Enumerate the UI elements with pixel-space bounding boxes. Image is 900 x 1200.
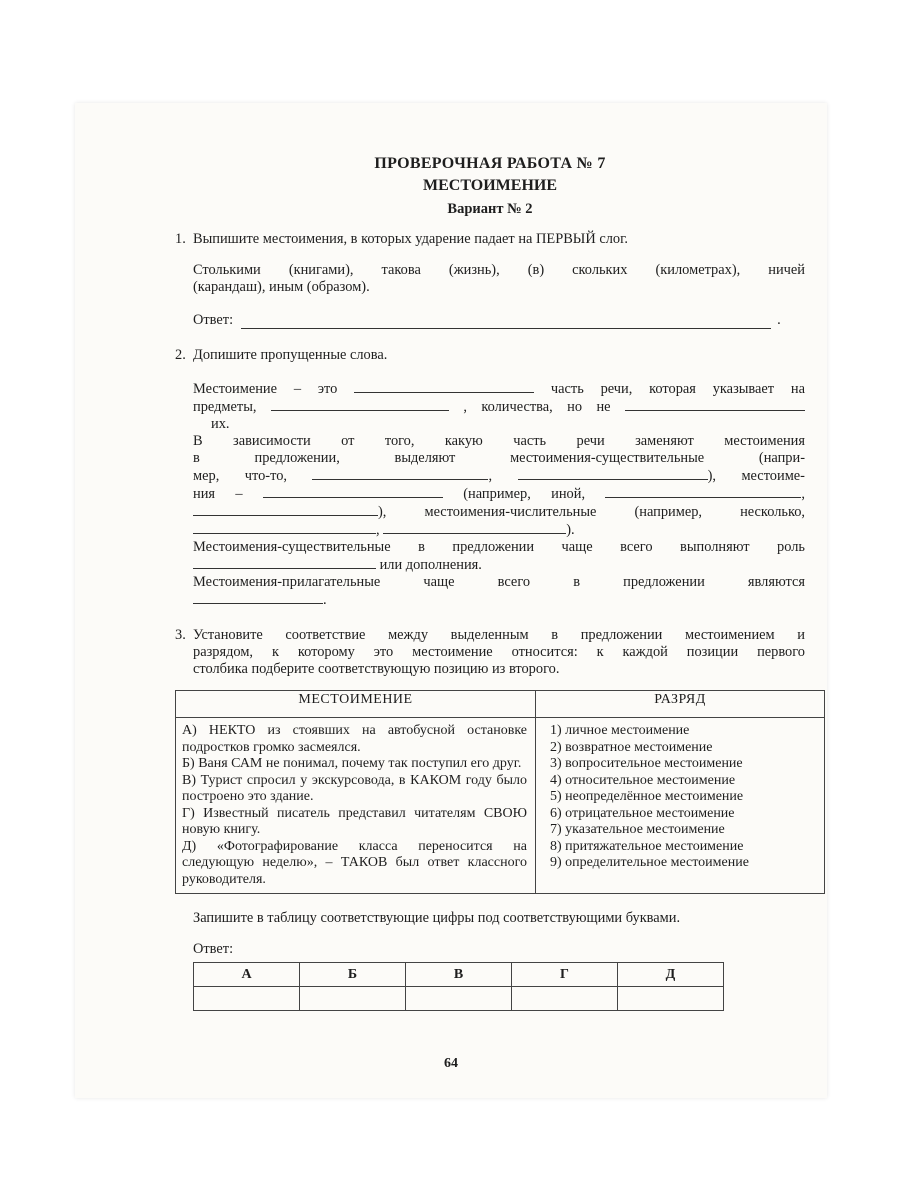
- question-2-number: 2.: [175, 347, 186, 363]
- question-2-paragraph-2: [193, 433, 805, 539]
- q2-blank-10[interactable]: [383, 521, 566, 534]
- q2-line-8: [193, 503, 805, 521]
- q2-blank-1[interactable]: [354, 380, 534, 393]
- question-2-paragraph-3: [193, 539, 805, 574]
- question-1-answer-blank[interactable]: [241, 315, 771, 329]
- q2-text-fragment: , количества, но не: [463, 399, 611, 415]
- answer-letter-g: Г: [512, 963, 618, 987]
- question-2: [175, 347, 805, 609]
- q2-line-10: Местоимения-существительные в предложении чаще всего выполняют роль: [193, 539, 805, 555]
- q2-text-fragment: ).: [566, 522, 575, 538]
- q2-text-fragment: ния –: [193, 486, 243, 502]
- question-1: [175, 231, 805, 329]
- question-3-text-line-3: столбика подберите соответствующую позицию из второго.: [193, 661, 560, 677]
- question-3-number: 3.: [175, 627, 186, 643]
- q2-text-fragment: Местоимение – это: [193, 381, 338, 397]
- page-title: ПРОВЕРОЧНАЯ РАБОТА № 7: [374, 155, 606, 172]
- category-item-2: 2) возвратное местоимение: [550, 739, 713, 755]
- q2-blank-7[interactable]: [605, 485, 801, 498]
- pronoun-item-g: Г) Известный писатель представил читателям СВОЮ новую книгу.: [182, 805, 527, 837]
- question-3: [175, 627, 805, 1011]
- question-1-answer: [193, 312, 805, 329]
- answer-letter-d: Д: [618, 963, 724, 987]
- answer-cell-g[interactable]: [512, 987, 618, 1011]
- q2-blank-11[interactable]: [193, 556, 376, 569]
- question-1-answer-label: Ответ:: [193, 312, 234, 328]
- category-list: [536, 718, 825, 894]
- topic-title: МЕСТОИМЕНИЕ: [422, 177, 557, 194]
- variant-label: Вариант № 2: [447, 201, 533, 217]
- answer-grid-letters: [194, 963, 724, 987]
- question-3-text-line-1: Установите соответствие между выделенным в предложении местоимением и: [193, 627, 805, 643]
- answer-letter-v: В: [406, 963, 512, 987]
- q2-line-13: [193, 591, 805, 609]
- q2-text-fragment: ), местоимения-числительные (например, несколько,: [378, 504, 805, 520]
- category-item-4: 4) относительное местоимение: [550, 772, 736, 788]
- page-number: 64: [444, 1056, 458, 1071]
- question-1-answer-end: .: [777, 312, 781, 328]
- q2-line-5: в предложении, выделяют местоимения-существительные (напри-: [193, 450, 805, 466]
- q2-blank-3[interactable]: [625, 398, 805, 411]
- q2-blank-2[interactable]: [271, 398, 449, 411]
- answer-grid-inputs: [194, 987, 724, 1011]
- question-2-paragraph-1: [193, 380, 805, 433]
- category-item-7: 7) указательное местоимение: [550, 822, 725, 837]
- category-item-3: 3) вопросительное местоимение: [550, 756, 743, 771]
- q2-line-6: [193, 467, 805, 485]
- question-3-instruction: Запишите в таблицу соответствующие цифры под соответствующими буквами.: [193, 910, 681, 926]
- question-2-paragraph-4: [193, 574, 805, 609]
- q2-text-fragment: ,: [801, 486, 805, 502]
- q2-line-12: Местоимения-прилагательные чаще всего в предложении являются: [193, 574, 805, 590]
- q2-blank-4[interactable]: [312, 467, 488, 480]
- column-header-category: РАЗРЯД: [536, 691, 825, 718]
- question-1-number: 1.: [175, 231, 186, 247]
- workbook-page: [75, 103, 827, 1098]
- pronoun-list: [176, 718, 536, 894]
- matching-table: [175, 690, 825, 894]
- category-item-8: 8) притяжательное местоимение: [550, 838, 744, 854]
- q2-line-2: [193, 398, 805, 416]
- q2-line-7: [193, 485, 805, 503]
- question-3-answer-label: Ответ:: [193, 941, 234, 957]
- category-item-6: 6) отрицательное местоимение: [550, 805, 735, 821]
- question-3-text-line-2: разрядом, к которому это местоимение относится: к каждой позиции первого: [193, 644, 805, 660]
- answer-cell-b[interactable]: [300, 987, 406, 1011]
- pronoun-item-a: А) НЕКТО из стоявших на автобусной остановке подростков громко засмеялся.: [182, 723, 527, 755]
- q2-text-fragment: мер, что-то,: [193, 468, 287, 484]
- q2-text-fragment: предметы,: [193, 399, 257, 415]
- pronoun-item-v: В) Турист спросил у экскурсовода, в КАКОМ году было построено это здание.: [182, 772, 527, 804]
- q2-text-fragment: часть речи, которая указывает на: [550, 381, 805, 397]
- answer-cell-a[interactable]: [194, 987, 300, 1011]
- answer-cell-d[interactable]: [618, 987, 724, 1011]
- q2-blank-12[interactable]: [193, 591, 323, 604]
- q2-text-fragment: или дополнения.: [379, 557, 482, 573]
- question-1-words-line-2: (карандаш), иным (образом).: [193, 279, 370, 295]
- q2-text-fragment: .: [323, 592, 327, 608]
- question-2-text: Допишите пропущенные слова.: [193, 347, 388, 363]
- q2-text-fragment: ,: [376, 522, 380, 538]
- q2-line-3: их.: [211, 416, 230, 432]
- answer-letter-a: А: [194, 963, 300, 987]
- q2-line-4: В зависимости от того, какую часть речи заменяют местоимения: [193, 433, 805, 449]
- q2-text-fragment: ,: [488, 468, 493, 484]
- q2-text-fragment: ), местоиме-: [707, 468, 805, 484]
- q2-blank-8[interactable]: [193, 503, 378, 516]
- q2-line-1: [193, 380, 805, 398]
- q2-blank-5[interactable]: [518, 467, 708, 480]
- pronoun-item-d: Д) «Фотографирование класса переносится на следующую неделю», – ТАКОВ был ответ классного руководителя.: [182, 838, 527, 887]
- category-item-1: 1) личное местоимение: [550, 723, 690, 738]
- q2-blank-9[interactable]: [193, 521, 376, 534]
- page-content: [175, 153, 805, 1011]
- question-1-text: Выпишите местоимения, в которых ударение падает на ПЕРВЫЙ слог.: [193, 231, 628, 247]
- q2-text-fragment: (например, иной,: [463, 486, 586, 502]
- q2-blank-6[interactable]: [263, 485, 443, 498]
- answer-grid: [193, 962, 724, 1011]
- category-item-9: 9) определительное местоимение: [550, 855, 749, 870]
- pronoun-item-b: Б) Ваня САМ не понимал, почему так поступил его друг.: [182, 756, 522, 771]
- question-1-words-line-1: Столькими (книгами), такова (жизнь), (в) скольких (километрах), ничей: [193, 262, 805, 278]
- column-header-pronoun: МЕСТОИМЕНИЕ: [176, 691, 536, 718]
- answer-cell-v[interactable]: [406, 987, 512, 1011]
- answer-letter-b: Б: [300, 963, 406, 987]
- q2-line-11: [193, 556, 805, 574]
- category-item-5: 5) неопределённое местоимение: [550, 789, 744, 804]
- q2-line-9: [193, 521, 805, 539]
